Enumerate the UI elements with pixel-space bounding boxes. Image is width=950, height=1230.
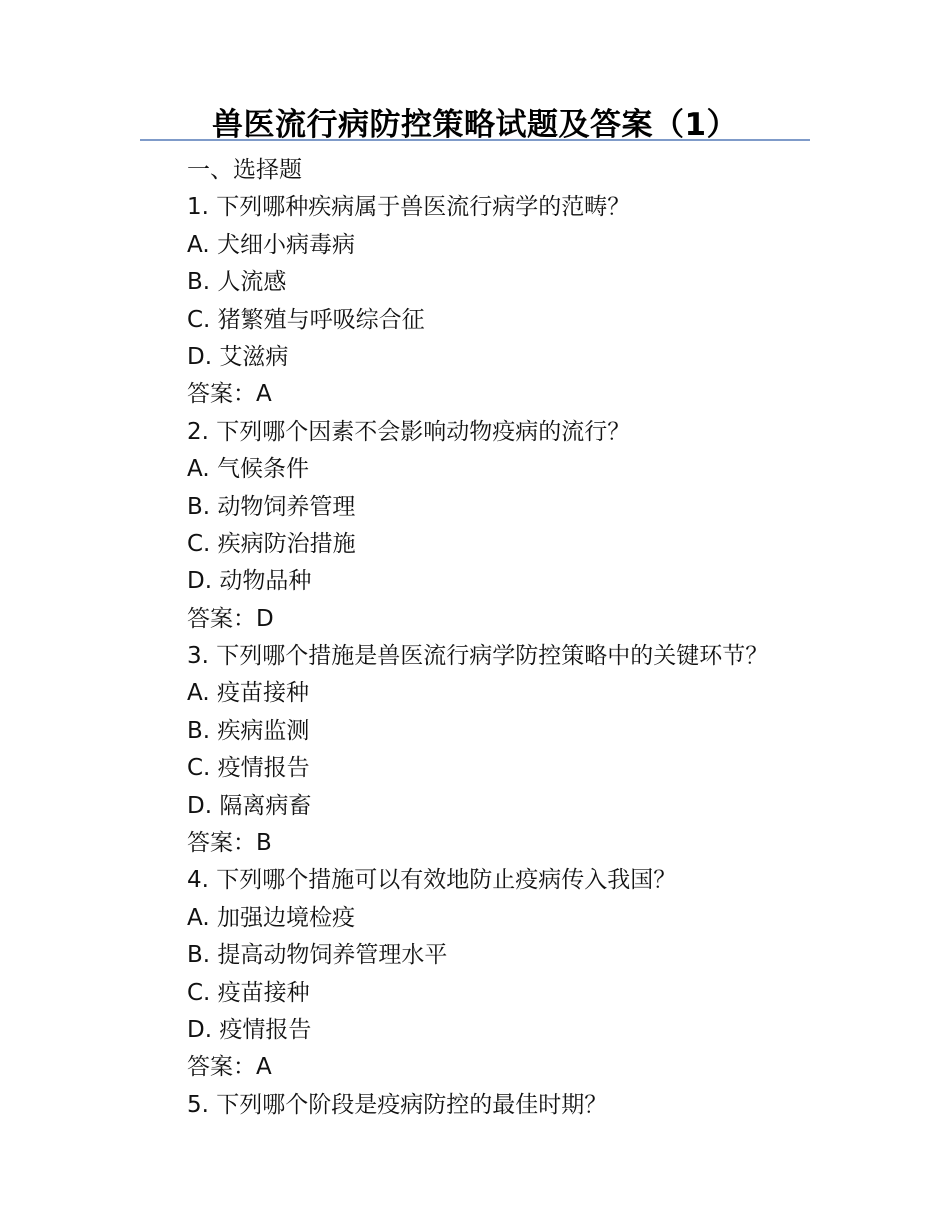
option-a: A. 气候条件 — [187, 456, 309, 483]
option-b: B. 人流感 — [187, 269, 287, 296]
document-body — [187, 152, 827, 1124]
question-text: 5. 下列哪个阶段是疫病防控的最佳时期？ — [187, 1091, 608, 1118]
answer-line: 答案：A — [187, 1054, 272, 1081]
option-a: A. 加强边境检疫 — [187, 904, 355, 931]
answer-line: 答案：B — [187, 830, 272, 857]
title-underline — [140, 139, 810, 141]
question-text: 2. 下列哪个因素不会影响动物疫病的流行？ — [187, 418, 631, 445]
question-text: 4. 下列哪个措施可以有效地防止疫病传入我国？ — [187, 867, 677, 894]
option-c: C. 猪繁殖与呼吸综合征 — [187, 306, 425, 333]
option-c: C. 疾病防治措施 — [187, 530, 356, 557]
option-d: D. 隔离病畜 — [187, 792, 312, 819]
option-b: B. 疾病监测 — [187, 717, 310, 744]
option-a: A. 犬细小病毒病 — [187, 231, 355, 258]
question-text: 3. 下列哪个措施是兽医流行病学防控策略中的关键环节？ — [187, 643, 769, 670]
answer-line: 答案：D — [187, 605, 274, 632]
option-d: D. 动物品种 — [187, 568, 312, 595]
answer-line: 答案：A — [187, 381, 272, 408]
option-b: B. 动物饲养管理 — [187, 493, 356, 520]
option-b: B. 提高动物饲养管理水平 — [187, 942, 448, 969]
question-text: 1. 下列哪种疾病属于兽医流行病学的范畴？ — [187, 194, 631, 221]
option-d: D. 艾滋病 — [187, 343, 289, 370]
option-a: A. 疫苗接种 — [187, 680, 309, 707]
option-c: C. 疫情报告 — [187, 755, 310, 782]
option-d: D. 疫情报告 — [187, 1016, 312, 1043]
section-heading: 一、选择题 — [187, 157, 302, 183]
option-c: C. 疫苗接种 — [187, 979, 310, 1006]
document-title: 兽医流行病防控策略试题及答案（1） — [211, 107, 739, 143]
